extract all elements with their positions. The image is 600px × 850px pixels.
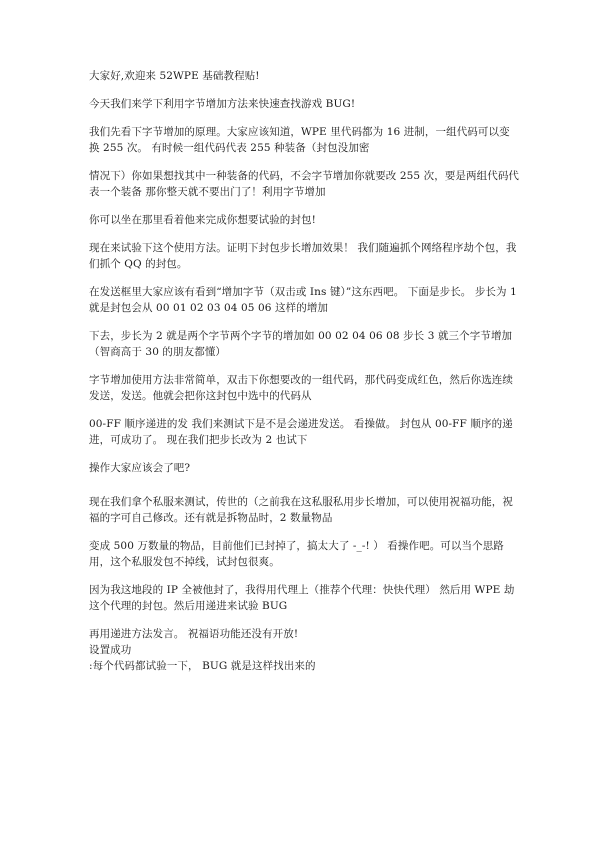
- paragraph-private-server: 现在我们拿个私服来测试，传世的（之前我在这私服私用步长增加，可以使用祝福功能，祝福的字可自己修改。还有就是拆物品时，2 数量物品: [89, 496, 513, 524]
- paragraph-speech: 再用递进方法发言。 祝福语功能还没有开放!: [89, 628, 299, 640]
- paragraph-intro: 今天我们来学下利用字节增加方法来快速查找游戏 BUG!: [89, 98, 356, 110]
- paragraph-principle-cont: 情况下）你如果想找其中一种装备的代码，不会字节增加你就要改 255 次，要是两组代码代表一个装备 那你整天就不要出门了！利用字节增加: [89, 170, 520, 198]
- paragraph-step-size: 下去，步长为 2 就是两个字节两个字节的增加如 00 02 04 06 08 步长 3 就三个字节增加（智商高于 30 的朋友都懂）: [89, 330, 513, 358]
- paragraph-test-method: 现在来试验下这个使用方法。证明下封包步长增加效果！ 我们随遍抓个网络程序劫个包，我们抓个 QQ 的封包。: [89, 242, 517, 270]
- document-body: [89, 68, 519, 674]
- paragraph-conclusion: :每个代码都试验一下， BUG 就是这样找出来的: [89, 660, 316, 672]
- paragraph-send-box: 在发送框里大家应该有看到“增加字节（双击或 Ins 键）”这东西吧。 下面是步长。 步长为 1 就是封包会从 00 01 02 03 04 05 06 这样的增加: [89, 286, 517, 314]
- paragraph-success: 设置成功: [89, 644, 132, 656]
- paragraph-usage: 字节增加使用方法非常简单，双击下你想要改的一组代码，那代码变成红色，然后你选连续发送，发送。他就会把你这封包中选中的代码从: [89, 374, 513, 402]
- paragraph-question: 操作大家应该会了吧?: [89, 462, 191, 474]
- paragraph-greeting: 大家好,欢迎来 52WPE 基础教程贴!: [89, 70, 260, 82]
- paragraph-principle: 我们先看下字节增加的原理。大家应该知道，WPE 里代码都为 16 进制，一组代码可以变换 255 次。 有时候一组代码代表 255 种装备（封包没加密: [89, 126, 510, 154]
- paragraph-proxy: 因为我这地段的 IP 全被他封了，我得用代理上（推荐个代理：快快代理） 然后用 WPE 劫这个代理的封包。然后用递进来试验 BUG: [89, 584, 515, 612]
- paragraph-private-server-cont: 变成 500 万数量的物品，目前他们已封掉了，搞太大了 -_-! ） 看操作吧。可以当个思路用，这个私服发包不掉线，试封包很爽。: [89, 540, 504, 568]
- paragraph-sit-back: 你可以坐在那里看着他来完成你想要试验的封包!: [89, 214, 316, 226]
- paragraph-sequential-send: 00-FF 顺序递进的发 我们来测试下是不是会递进发送。 看操做。 封包从 00-FF 顺序的递进，可成功了。 现在我们把步长改为 2 也试下: [89, 418, 513, 446]
